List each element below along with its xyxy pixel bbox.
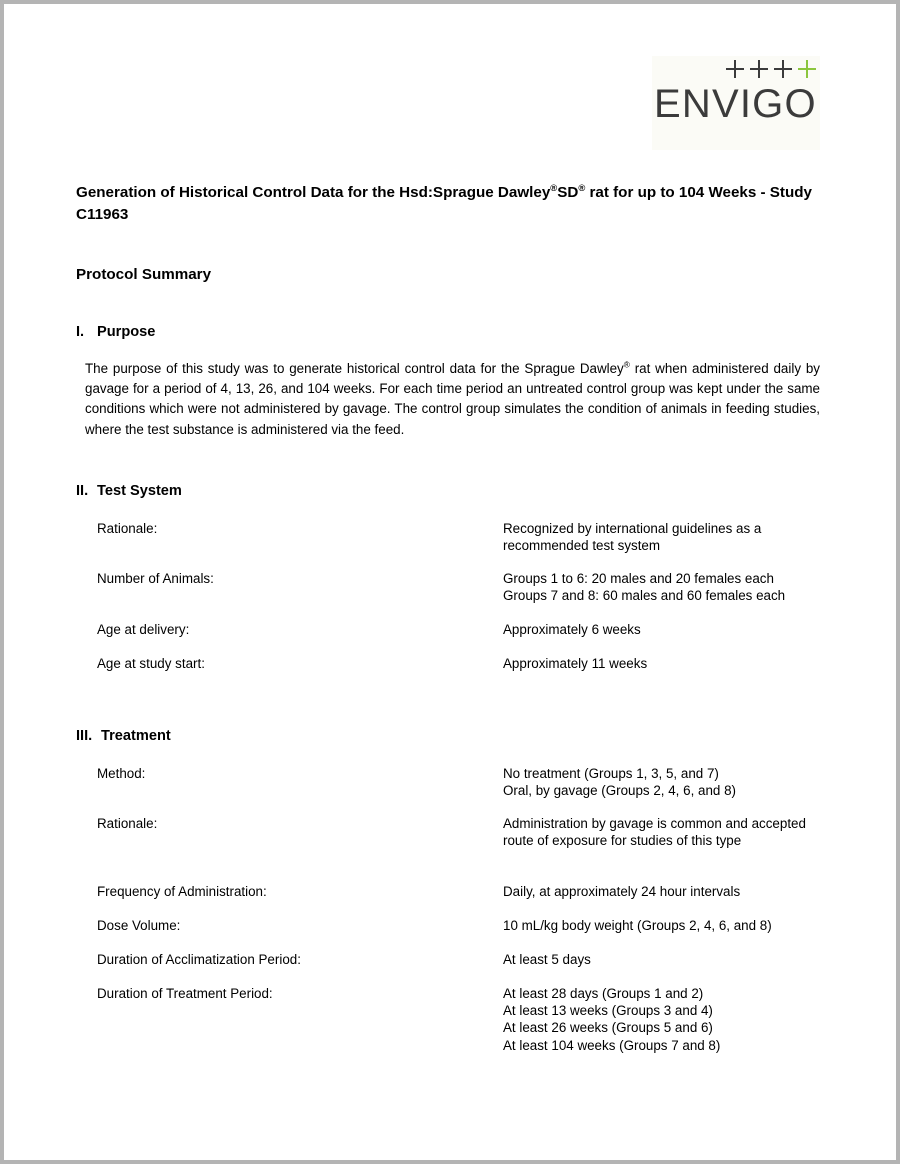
title-text-part2: SD bbox=[557, 184, 579, 201]
protocol-row-label: Dose Volume: bbox=[97, 918, 181, 933]
protocol-row-value-line: At least 13 weeks (Groups 3 and 4) bbox=[503, 1003, 713, 1019]
purpose-text-part2: rat when administered daily by gavage for a period of 4, 13, 26, and 104 weeks. For each time period an untreated control group was kept under the same conditions which were not administered by gavage. The control group simulates the condition of animals in feeding studies, where the test substance is administered via the feed. bbox=[85, 361, 820, 437]
section-numeral: I. bbox=[76, 324, 85, 340]
section-title: Treatment bbox=[101, 728, 171, 744]
protocol-row-value-line: At least 5 days bbox=[503, 952, 591, 967]
protocol-row-value bbox=[503, 985, 820, 1054]
page-title bbox=[76, 182, 820, 226]
plus-icon bbox=[726, 60, 744, 78]
document-page bbox=[4, 4, 896, 1160]
protocol-row-label: Age at delivery: bbox=[97, 622, 190, 637]
protocol-row-value-line: At least 104 weeks (Groups 7 and 8) bbox=[503, 1037, 721, 1053]
protocol-row-value-line: Approximately 11 weeks bbox=[503, 656, 648, 671]
section-title: Test System bbox=[97, 483, 182, 499]
protocol-row-value bbox=[503, 621, 820, 638]
protocol-row-value bbox=[503, 815, 820, 849]
protocol-row-value bbox=[503, 951, 820, 968]
protocol-row-label: Frequency of Administration: bbox=[97, 884, 267, 899]
protocol-summary-heading: Protocol Summary bbox=[76, 266, 212, 283]
registered-mark: ® bbox=[623, 359, 630, 370]
purpose-text-part1: The purpose of this study was to generate historical control data for the Sprague Dawley bbox=[85, 361, 624, 376]
protocol-row-value-line: Oral, by gavage (Groups 2, 4, 6, and 8) bbox=[503, 783, 736, 799]
registered-mark: ® bbox=[550, 181, 558, 193]
protocol-row-value-line: 10 mL/kg body weight (Groups 2, 4, 6, and 8) bbox=[503, 918, 772, 933]
envigo-logo bbox=[652, 56, 820, 150]
protocol-row-value bbox=[503, 520, 820, 554]
registered-mark: ® bbox=[578, 181, 586, 193]
protocol-row-value-line: At least 28 days (Groups 1 and 2) bbox=[503, 986, 704, 1001]
protocol-row-value-line: Groups 7 and 8: 60 males and 60 females each bbox=[503, 588, 786, 604]
section-heading-purpose bbox=[76, 324, 155, 340]
protocol-row-value-line: Administration by gavage is common and accepted route of exposure for studies of this type bbox=[503, 816, 806, 849]
protocol-row-value bbox=[503, 655, 820, 672]
logo-plus-marks bbox=[726, 60, 816, 78]
protocol-row-value-line: Recognized by international guidelines as a recommended test system bbox=[503, 521, 762, 554]
plus-icon bbox=[750, 60, 768, 78]
protocol-row-value-line: Daily, at approximately 24 hour intervals bbox=[503, 884, 741, 899]
protocol-row-value bbox=[503, 883, 820, 900]
title-text-part1: Generation of Historical Control Data for the Hsd:Sprague Dawley bbox=[76, 184, 551, 201]
section-numeral: II. bbox=[76, 483, 89, 499]
title-text-part3: rat for up to 104 Weeks - Study C11963 bbox=[76, 184, 812, 223]
protocol-row-label: Age at study start: bbox=[97, 656, 205, 671]
section-heading-test-system bbox=[76, 483, 182, 499]
protocol-row-value-line: Groups 1 to 6: 20 males and 20 females each bbox=[503, 571, 774, 586]
protocol-row-value-line: At least 26 weeks (Groups 5 and 6) bbox=[503, 1020, 713, 1036]
protocol-row-label: Number of Animals: bbox=[97, 571, 214, 586]
plus-icon-accent bbox=[798, 60, 816, 78]
protocol-row-label: Method: bbox=[97, 766, 146, 781]
purpose-paragraph bbox=[85, 359, 820, 440]
protocol-row-label: Duration of Treatment Period: bbox=[97, 986, 273, 1001]
section-title: Purpose bbox=[97, 324, 156, 340]
section-numeral: III. bbox=[76, 728, 93, 744]
section-heading-treatment bbox=[76, 728, 171, 744]
protocol-row-label: Rationale: bbox=[97, 816, 158, 831]
protocol-row-value-line: Approximately 6 weeks bbox=[503, 622, 641, 637]
logo-wordmark: ENVIGO bbox=[654, 82, 817, 126]
protocol-row-value bbox=[503, 765, 820, 799]
protocol-row-value-line: No treatment (Groups 1, 3, 5, and 7) bbox=[503, 766, 719, 781]
protocol-row-label: Duration of Acclimatization Period: bbox=[97, 952, 301, 967]
plus-icon bbox=[774, 60, 792, 78]
protocol-row-value bbox=[503, 570, 820, 604]
protocol-row-label: Rationale: bbox=[97, 521, 158, 536]
protocol-row-value bbox=[503, 917, 820, 934]
